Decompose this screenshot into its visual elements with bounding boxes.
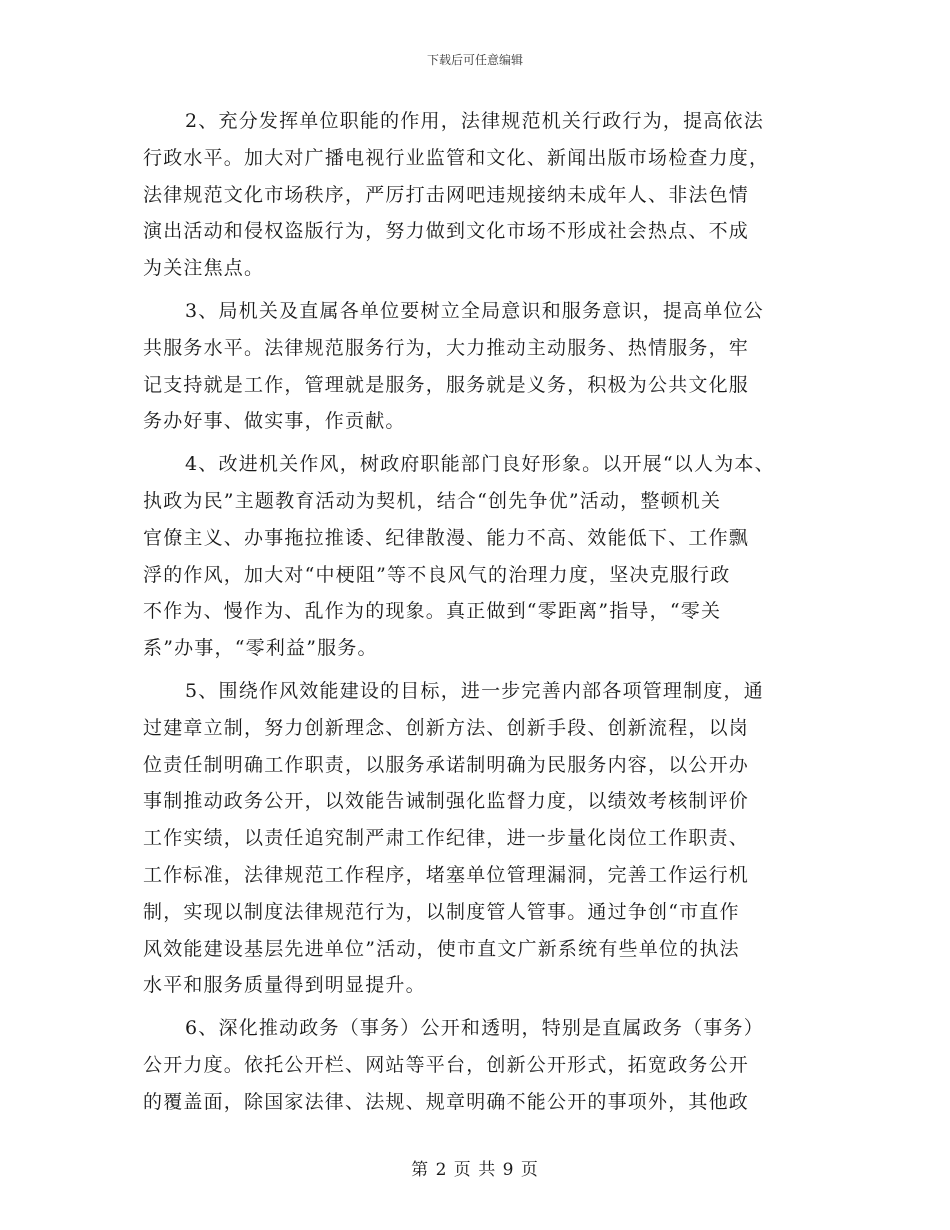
paragraph-line: 法律规范文化市场秩序，严厉打击网吧违规接纳未成年人、非法色情	[143, 183, 750, 206]
paragraph-line: 4、改进机关作风，树政府职能部门良好形象。以开展“以人为本、	[185, 453, 775, 476]
paragraph-line: 2、充分发挥单位职能的作用，法律规范机关行政行为，提高依法	[185, 110, 764, 132]
paragraph-line: 过建章立制，努力创新理念、创新方法、创新手段、创新流程，以岗	[143, 716, 750, 739]
paragraph-line: 的覆盖面，除国家法律、法规、规章明确不能公开的事项外，其他政	[143, 1090, 750, 1113]
paragraph-line: 工作标准，法律规范工作程序，堵塞单位管理漏洞，完善工作运行机	[143, 863, 750, 886]
paragraph-line: 为关注焦点。	[143, 257, 265, 280]
paragraph	[143, 293, 815, 440]
paragraph	[143, 103, 815, 287]
paragraph-line: 6、深化推动政务（事务）公开和透明，特别是直属政务（事务）	[185, 1017, 764, 1040]
paragraph-line: 共服务水平。法律规范服务行为，大力推动主动服务、热情服务，牢	[143, 336, 750, 359]
paragraph-line: 系”办事，“零利益”服务。	[143, 637, 378, 660]
paragraph-line: 行政水平。加大对广播电视行业监管和文化、新闻出版市场检查力度，	[143, 146, 770, 169]
paragraph-line: 浮的作风，加大对“中梗阻”等不良风气的治理力度，坚决克服行政	[143, 563, 731, 586]
paragraph-line: 不作为、慢作为、乱作为的现象。真正做到“零距离”指导，“零关	[143, 600, 722, 623]
paragraph-line: 5、围绕作风效能建设的目标，进一步完善内部各项管理制度，通	[185, 679, 764, 702]
paragraph	[143, 673, 815, 1004]
paragraph	[143, 446, 815, 667]
paragraph-line: 工作实绩，以责任追究制严肃工作纪律，进一步量化岗位工作职责、	[143, 827, 750, 850]
page-footer: 第 2 页 共 9 页	[411, 1160, 539, 1180]
paragraph-line: 3、局机关及直属各单位要树立全局意识和服务意识，提高单位公	[185, 299, 764, 322]
paragraph-line: 位责任制明确工作职责，以服务承诺制明确为民服务内容，以公开办	[143, 753, 750, 776]
document-body	[143, 103, 815, 1127]
paragraph-line: 水平和服务质量得到明显提升。	[143, 974, 426, 997]
paragraph-line: 官僚主义、办事拖拉推诿、纪律散漫、能力不高、效能低下、工作飘	[143, 526, 750, 549]
paragraph-line: 记支持就是工作，管理就是服务，服务就是义务，积极为公共文化服	[143, 373, 750, 396]
paragraph-line: 执政为民”主题教育活动为契机，结合“创先争优”活动，整顿机关	[143, 489, 722, 512]
paragraph	[143, 1010, 815, 1120]
paragraph-line: 务办好事、做实事，作贡献。	[143, 410, 406, 433]
paragraph-line: 公开力度。依托公开栏、网站等平台，创新公开形式，拓宽政务公开	[143, 1053, 750, 1076]
paragraph-line: 事制推动政务公开，以效能告诫制强化监督力度，以绩效考核制评价	[143, 790, 750, 813]
paragraph-line: 演出活动和侵权盗版行为，努力做到文化市场不形成社会热点、不成	[143, 220, 750, 243]
page-header: 下载后可任意编辑	[426, 53, 523, 67]
paragraph-line: 风效能建设基层先进单位”活动，使市直文广新系统有些单位的执法	[143, 937, 740, 960]
paragraph-line: 制，实现以制度法律规范行为，以制度管人管事。通过争创“市直作	[143, 900, 740, 923]
